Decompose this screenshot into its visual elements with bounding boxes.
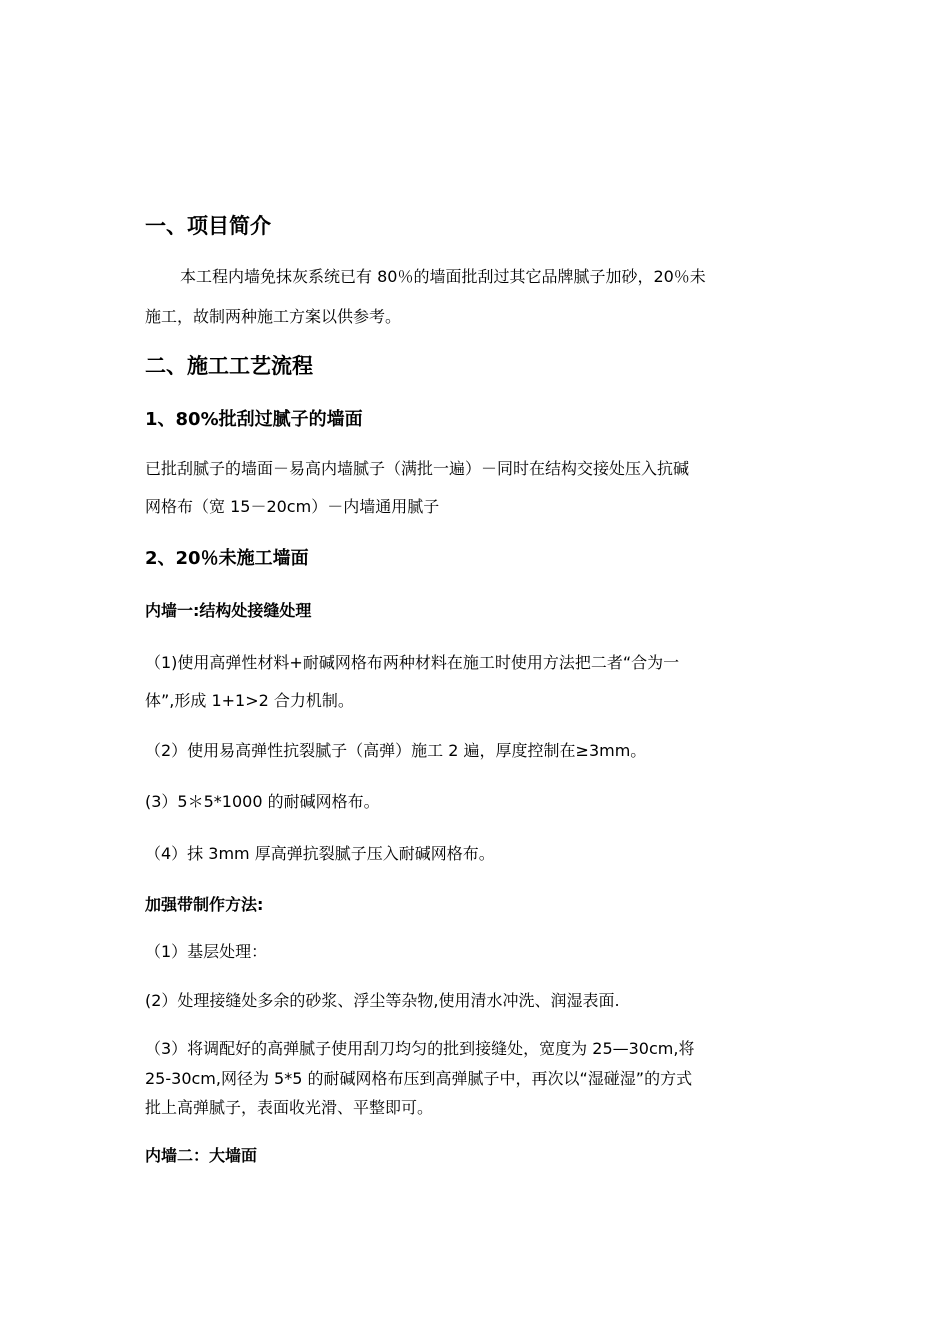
heading-inner-wall-2: 内墙二：大墙面: [145, 1146, 258, 1165]
wall1-item-2: （2）使用易高弹性抗裂腻子（高弹）施工 2 遍，厚度控制在≥3mm。: [145, 741, 647, 760]
band-item-3-line-1: （3）将调配好的高弹腻子使用刮刀均匀的批到接缝处，宽度为 25—30cm,将: [145, 1039, 695, 1058]
band-item-3-line-2: 25-30cm,网径为 5*5 的耐碱网格布压到高弹腻子中，再次以“湿碰湿”的方式: [145, 1069, 693, 1088]
band-item-2: (2）处理接缝处多余的砂浆、浮尘等杂物,使用清水冲洗、润湿表面.: [145, 991, 620, 1010]
wall1-item-1-line-2: 体”,形成 1+1>2 合力机制。: [145, 691, 354, 710]
intro-paragraph-line-2: 施工，故制两种施工方案以供参考。: [145, 307, 402, 326]
process-line-2: 网格布（宽 15－20cm）－内墙通用腻子: [145, 497, 440, 516]
section-heading-process-flow: 二、施工工艺流程: [145, 354, 313, 378]
intro-paragraph-line-1: 本工程内墙免抹灰系统已有 80％的墙面批刮过其它品牌腻子加砂，20％未: [180, 267, 706, 286]
heading-reinforcement-band: 加强带制作方法:: [145, 895, 264, 914]
wall1-item-4: （4）抹 3mm 厚高弹抗裂腻子压入耐碱网格布。: [145, 844, 495, 863]
band-item-3-line-3: 批上高弹腻子，表面收光滑、平整即可。: [145, 1098, 434, 1117]
section-heading-project-intro: 一、项目简介: [145, 214, 271, 238]
process-line-1: 已批刮腻子的墙面－易高内墙腻子（满批一遍）－同时在结构交接处压入抗碱: [145, 459, 690, 478]
band-item-1: （1）基层处理：: [145, 942, 268, 961]
wall1-item-3: (3）5＊5*1000 的耐碱网格布。: [145, 792, 380, 811]
subheading-80-percent-walls: 1、80%批刮过腻子的墙面: [145, 409, 363, 430]
subheading-20-percent-walls: 2、20％未施工墙面: [145, 548, 309, 569]
wall1-item-1-line-1: （1)使用高弹性材料+耐碱网格布两种材料在施工时使用方法把二者“合为一: [145, 653, 680, 672]
heading-inner-wall-1: 内墙一:结构处接缝处理: [145, 601, 312, 620]
